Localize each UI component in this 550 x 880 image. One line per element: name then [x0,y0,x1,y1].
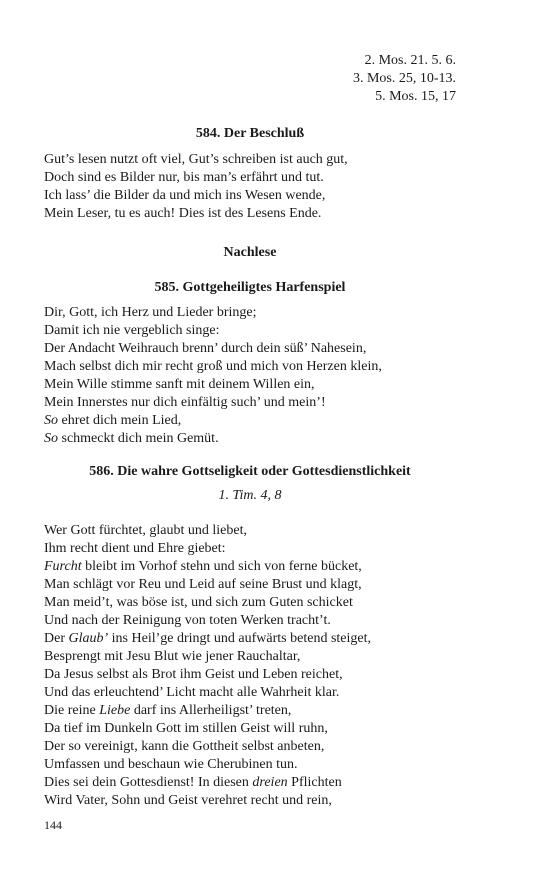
line-text: darf ins Allerheiligst’ treten, [130,703,292,718]
poem-line: Und nach der Reinigung von toten Werken tracht’t. [44,613,331,628]
poem-line: Ihm recht dient und Ehre giebet: [44,541,226,556]
italic-word: dreien [252,775,288,790]
poem-line [44,430,464,448]
poem-line: Wer Gott fürchtet, glaubt und liebet, [44,523,247,538]
poem-line [44,774,464,792]
poem-line: Man meid’t, was böse ist, und sich zum Guten schicket [44,595,353,610]
section-585-poem [44,304,464,448]
poem-line: Man schlägt vor Reu und Leid auf seine Brust und klagt, [44,577,362,592]
section-586-poem [44,522,464,810]
reference-line: 5. Mos. 15, 17 [375,89,456,104]
poem-line: Mein Wille stimme sanft mit deinem Willen ein, [44,377,315,392]
line-text: ehret dich mein Lied, [58,413,182,428]
poem-line: Da Jesus selbst als Brot ihm Geist und Leben reichet, [44,667,343,682]
italic-word: Furcht [44,559,82,574]
poem-line: Gut’s lesen nutzt oft viel, Gut’s schreiben ist auch gut, [44,152,348,167]
italic-word: Glaub’ [68,631,109,646]
poem-line: Besprengt mit Jesu Blut wie jener Rauchaltar, [44,649,301,664]
book-page [44,0,456,880]
section-586-reference: 1. Tim. 4, 8 [218,488,282,503]
section-584-title: 584. Der Beschluß [195,126,305,141]
poem-line [44,702,464,720]
poem-line: Und das erleuchtend’ Licht macht alle Wahrheit klar. [44,685,340,700]
line-text: Dies sei dein Gottesdienst! In diesen [44,775,253,790]
line-text: ins Heil’ge dringt und aufwärts betend steiget, [108,631,371,646]
poem-line: Doch sind es Bilder nur, bis man’s erfährt und tut. [44,170,324,185]
poem-line: Der Andacht Weihrauch brenn’ durch dein süß’ Nahesein, [44,341,367,356]
italic-word: Liebe [99,703,131,718]
poem-line: Wird Vater, Sohn und Geist verehret recht und rein, [44,793,332,808]
italic-word: So [44,431,58,446]
line-text: Pflichten [287,775,342,790]
poem-line: Mein Innerstes nur dich einfältig such’ und mein’! [44,395,326,410]
section-584-poem [44,151,464,223]
line-text: schmeckt dich mein Gemüt. [58,431,219,446]
section-585-title: 585. Gottgeheiligtes Harfenspiel [154,280,346,295]
poem-line: Mein Leser, tu es auch! Dies ist des Lesens Ende. [44,206,322,221]
poem-line: Umfassen und beschaun wie Cherubinen tun. [44,757,298,772]
reference-line: 3. Mos. 25, 10-13. [352,71,456,86]
poem-line [44,630,464,648]
poem-line [44,412,464,430]
bible-references [353,52,456,106]
poem-line: Der so vereinigt, kann die Gottheit selbst anbeten, [44,739,325,754]
nachlese-heading: Nachlese [223,245,277,260]
reference-line: 2. Mos. 21. 5. 6. [364,53,456,68]
poem-line: Dir, Gott, ich Herz und Lieder bringe; [44,305,257,320]
poem-line [44,558,464,576]
section-586-title: 586. Die wahre Gottseligkeit oder Gottesdienstlichkeit [89,464,411,479]
line-text: bleibt im Vorhof stehn und sich von ferne bücket, [81,559,362,574]
poem-line: Mach selbst dich mir recht groß und mich von Herzen klein, [44,359,382,374]
poem-line: Ich lass’ die Bilder da und mich ins Wesen wende, [44,188,326,203]
page-number: 144 [44,818,62,832]
poem-line: Damit ich nie vergeblich singe: [44,323,220,338]
italic-word: So [44,413,58,428]
poem-line: Da tief im Dunkeln Gott im stillen Geist will ruhn, [44,721,328,736]
line-text: Die reine [44,703,100,718]
line-text: Der [44,631,69,646]
